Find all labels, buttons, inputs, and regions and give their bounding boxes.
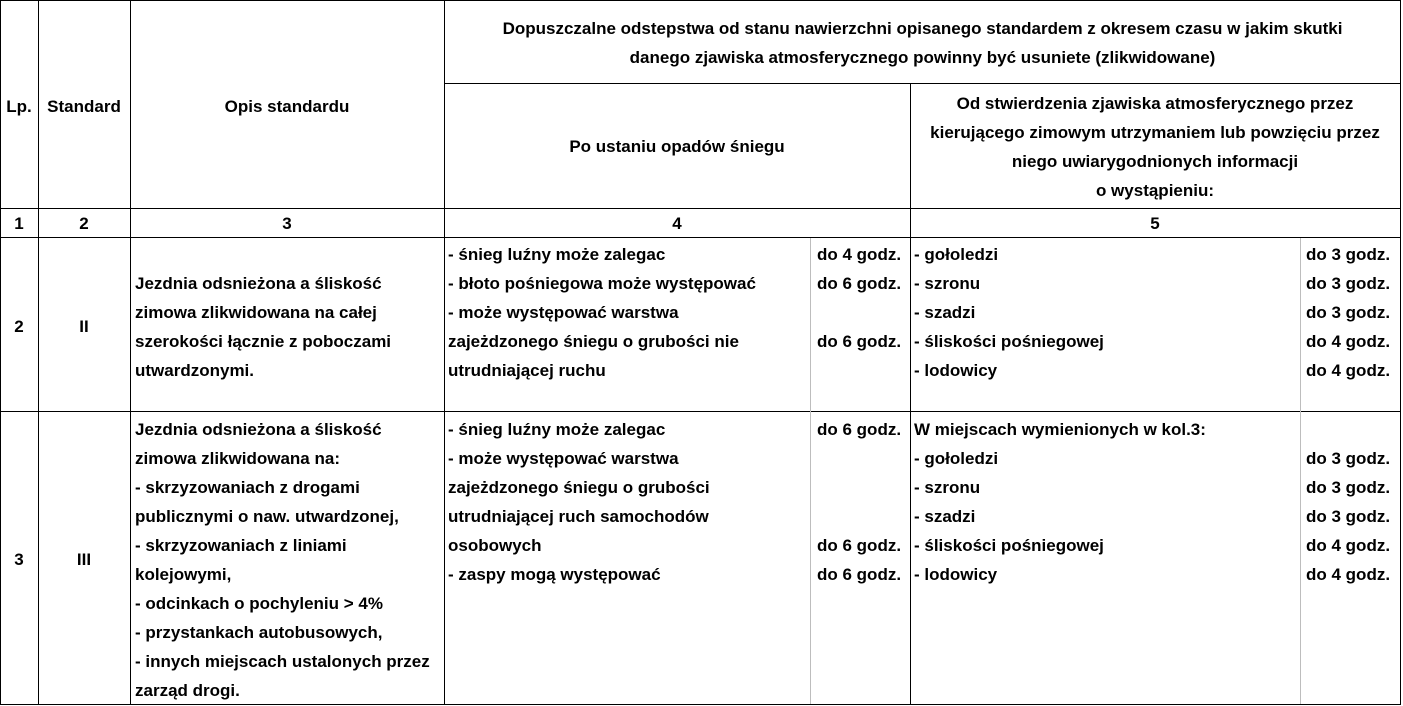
col-number-1: 1 xyxy=(14,214,24,233)
row3-opis-line: kolejowymi, xyxy=(135,565,232,584)
row3-col4-line: - zaspy mogą występować xyxy=(448,565,661,584)
row2-opis-line: zimowa zlikwidowana na całej xyxy=(135,303,377,322)
col-number-3: 3 xyxy=(282,214,292,233)
row2-col5-line: - gołoledzi xyxy=(914,245,999,264)
row2-col4-line: - śnieg luźny może zalegac xyxy=(448,245,666,264)
row3-col4-line: utrudniającej ruch samochodów xyxy=(448,507,709,526)
header-col5-line-2: kierującego zimowym utrzymaniem lub powzięciu przez xyxy=(930,123,1380,142)
row3-opis-line: - skrzyzowaniach z liniami xyxy=(135,536,347,555)
row3-opis-line: - skrzyzowaniach z drogami xyxy=(135,478,360,497)
row3-col5-line: - szronu xyxy=(914,478,981,497)
row3-opis-line: Jezdnia odsnieżona a śliskość xyxy=(135,420,382,439)
row2-col5-time: do 3 godz. xyxy=(1306,303,1391,322)
row2-col5-line: - lodowicy xyxy=(914,361,998,380)
row3-col4-time: do 6 godz. xyxy=(817,420,902,439)
row2-col5-time: do 3 godz. xyxy=(1306,245,1391,264)
col-number-5: 5 xyxy=(1150,214,1160,233)
row3-opis-line: - przystankach autobusowych, xyxy=(135,623,383,642)
row2-col4-time: do 6 godz. xyxy=(817,332,902,351)
header-col5-line-1: Od stwierdzenia zjawiska atmosferycznego przez xyxy=(956,94,1354,113)
row3-col5-time: do 3 godz. xyxy=(1306,449,1391,468)
header-subdivider xyxy=(444,83,1401,84)
row2-col5-time: do 4 godz. xyxy=(1306,361,1391,380)
row3-col4-line: osobowych xyxy=(448,536,542,555)
row3-col5-time: do 4 godz. xyxy=(1306,536,1391,555)
header-lp: Lp. xyxy=(6,97,32,116)
row2-col4-time: do 6 godz. xyxy=(817,274,902,293)
row2-col4-line: - może występować warstwa xyxy=(448,303,679,322)
row3-col5-line: - szadzi xyxy=(914,507,976,526)
row2-col4-line: - błoto pośniegowa może występować xyxy=(448,274,756,293)
row2-col5-line: - szadzi xyxy=(914,303,976,322)
row3-col5-line: - śliskości pośniegowej xyxy=(914,536,1104,555)
col-divider-3 xyxy=(444,0,445,705)
row3-col4-line: - śnieg luźny może zalegac xyxy=(448,420,666,439)
row3-col5-line: W miejscach wymienionych w kol.3: xyxy=(914,420,1206,439)
header-col5-line-3: niego uwiarygodnionych informacji xyxy=(1011,152,1299,171)
row2-col5-line: - szronu xyxy=(914,274,981,293)
row2-col5-time: do 4 godz. xyxy=(1306,332,1391,351)
row2-col4-line: zajeżdzonego śniegu o grubości nie xyxy=(448,332,739,351)
row2-standard: II xyxy=(79,317,89,336)
row2-opis-line: utwardzonymi. xyxy=(135,361,255,380)
row2-bottom-line xyxy=(0,411,1401,412)
header-standard: Standard xyxy=(47,97,121,116)
col4-time-divider xyxy=(810,238,811,704)
row3-col4-line: zajeżdzonego śniegu o grubości xyxy=(448,478,710,497)
row3-col5-time: do 3 godz. xyxy=(1306,507,1391,526)
row3-col5-time: do 4 godz. xyxy=(1306,565,1391,584)
row3-opis-line: zarząd drogi. xyxy=(135,681,240,700)
row3-col4-time: do 6 godz. xyxy=(817,536,902,555)
row3-col5-line: - lodowicy xyxy=(914,565,998,584)
row3-standard: III xyxy=(76,550,92,569)
row3-opis-line: - innych miejscach ustalonych przez xyxy=(135,652,430,671)
row2-lp: 2 xyxy=(14,317,24,336)
col-number-4: 4 xyxy=(672,214,682,233)
header-top-line-2: danego zjawiska atmosferycznego powinny być usuniete (zlikwidowane) xyxy=(629,48,1216,67)
col5-time-divider xyxy=(1300,238,1301,704)
row2-col5-line: - śliskości pośniegowej xyxy=(914,332,1104,351)
row3-col5-line: - gołoledzi xyxy=(914,449,999,468)
row3-opis-line: zimowa zlikwidowana na: xyxy=(135,449,340,468)
col-number-2: 2 xyxy=(79,214,89,233)
header-opis: Opis standardu xyxy=(224,97,350,116)
header-col4: Po ustaniu opadów śniegu xyxy=(569,137,785,156)
table-border-right xyxy=(1400,0,1401,705)
row3-col4-line: - może występować warstwa xyxy=(448,449,679,468)
row3-col4-time: do 6 godz. xyxy=(817,565,902,584)
table-border-top xyxy=(0,0,1401,1)
row2-col4-time: do 4 godz. xyxy=(817,245,902,264)
row2-col4-line: utrudniającej ruchu xyxy=(448,361,606,380)
row2-col5-time: do 3 godz. xyxy=(1306,274,1391,293)
row3-opis-line: publicznymi o naw. utwardzonej, xyxy=(135,507,399,526)
row3-col5-time: do 3 godz. xyxy=(1306,478,1391,497)
row3-opis-line: - odcinkach o pochyleniu > 4% xyxy=(135,594,383,613)
row3-lp: 3 xyxy=(14,550,24,569)
header-col5-line-4: o wystąpieniu: xyxy=(1095,181,1215,200)
row2-opis-line: Jezdnia odsnieżona a śliskość xyxy=(135,274,382,293)
header-top-line-1: Dopuszczalne odstepstwa od stanu nawierzchni opisanego standardem z okresem czasu w jakim skutki xyxy=(502,19,1343,38)
row2-opis-line: szerokości łącznie z poboczami xyxy=(135,332,392,351)
